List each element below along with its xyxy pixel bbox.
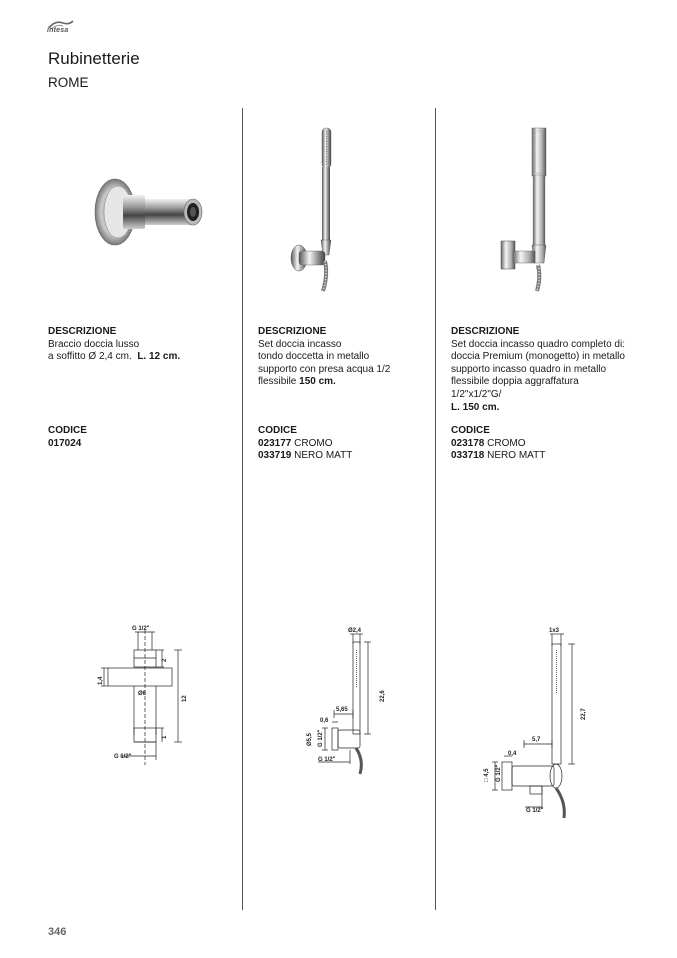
dim-label: Ø5,5 (307, 732, 313, 746)
description-line: supporto con presa acqua 1/2 (258, 363, 391, 375)
code-row (451, 450, 545, 463)
square-shower-set-photo (495, 125, 555, 293)
description-line: flessibile doppia aggraffatura (451, 376, 579, 388)
brand-logo (47, 18, 87, 38)
description-line: flessibile 150 cm. (258, 376, 336, 388)
dim-label: 5,7 (532, 737, 541, 743)
length-value: 150 cm. (299, 376, 336, 388)
finish: CROMO (294, 437, 333, 449)
code-row (258, 438, 352, 451)
finish: NERO MATT (294, 450, 353, 462)
description-label: DESCRIZIONE (451, 326, 520, 337)
dim-label: 12 (182, 695, 188, 702)
product-code: 033718 (451, 450, 485, 462)
shower-arm-technical-drawing (90, 620, 200, 770)
column-divider (435, 108, 436, 910)
brand-name: intesa (47, 27, 69, 34)
description-line: Braccio doccia lusso (48, 338, 140, 350)
dim-label: 1 (162, 735, 168, 739)
code-label: CODICE (48, 425, 87, 436)
dim-label: Ø2,4 (348, 628, 362, 634)
description-line: a soffitto Ø 2,4 cm. L. 12 cm. (48, 351, 181, 363)
code-label: CODICE (451, 425, 490, 436)
length-value: L. 12 cm. (137, 351, 181, 363)
dim-label: G 1/2" (318, 729, 324, 747)
dim-label: □ 4,5 (484, 768, 490, 782)
description-line: Set doccia incasso (258, 338, 342, 350)
code-label: CODICE (258, 425, 297, 436)
length-value: L. 150 cm. (451, 401, 500, 413)
shower-arm-photo (85, 175, 210, 250)
dim-label: G 1/2" (114, 754, 132, 760)
product-code: 023177 (258, 437, 292, 449)
round-shower-set-photo (285, 125, 350, 293)
dim-label: G 1/2" (526, 808, 544, 814)
product-code: 023178 (451, 437, 485, 449)
dim-label: G 1/2" (318, 757, 336, 763)
dim-label: 5,65 (336, 707, 348, 713)
dim-label: 0,6 (320, 718, 329, 724)
description-line: doccia Premium (monogetto) in metallo (451, 351, 625, 363)
product-1-codes (48, 425, 87, 450)
product-code: 017024 (48, 437, 82, 449)
description-line: supporto incasso quadro in metallo (451, 363, 607, 375)
page-subtitle: ROME (48, 75, 89, 90)
dim-label: 0,4 (508, 751, 517, 757)
description-line: Set doccia incasso quadro completo di: (451, 338, 625, 350)
product-1-description (48, 326, 180, 364)
dim-label: 22,6 (380, 690, 386, 702)
column-divider (242, 108, 243, 910)
code-row (258, 450, 352, 463)
square-shower-set-technical-drawing (470, 622, 585, 822)
product-2-codes (258, 425, 352, 463)
finish: NERO MATT (487, 450, 546, 462)
dim-label: 22,7 (581, 708, 587, 720)
dim-label: G 1/2" (496, 764, 502, 782)
dim-label: 1x3 (549, 628, 560, 634)
description-label: DESCRIZIONE (48, 326, 117, 337)
product-3-codes (451, 425, 545, 463)
page-title: Rubinetterie (48, 49, 140, 68)
dim-label: 1,4 (98, 676, 104, 685)
dim-label: Ø6 (138, 691, 147, 697)
description-label: DESCRIZIONE (258, 326, 327, 337)
page-number: 346 (48, 926, 67, 938)
product-3-description (451, 326, 625, 414)
product-code: 033719 (258, 450, 292, 462)
finish: CROMO (487, 437, 526, 449)
dim-label: G 1/2" (132, 626, 150, 632)
dim-label: 2 (162, 658, 168, 662)
product-2-description (258, 326, 390, 389)
code-row (451, 438, 545, 451)
description-line: tondo doccetta in metallo (258, 351, 370, 363)
round-shower-set-technical-drawing (298, 622, 388, 772)
description-line: 1/2"x1/2"G/ (451, 388, 502, 400)
